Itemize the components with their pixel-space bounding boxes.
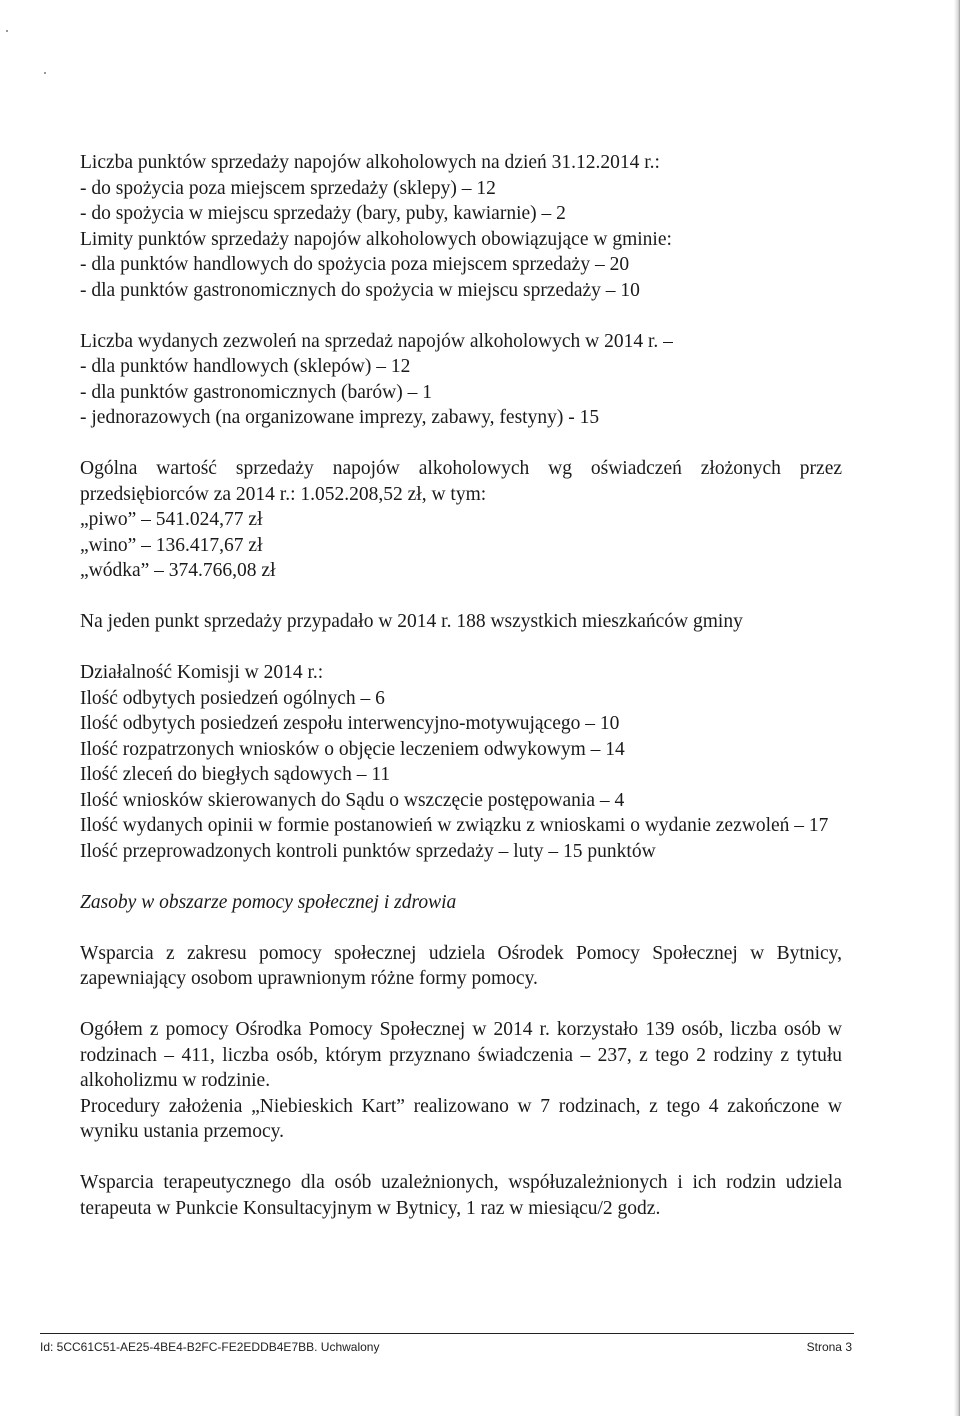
residents-per-point-line: Na jeden punkt sprzedaży przypadało w 2014 r. 188 wszystkich mieszkańców gminy [80, 611, 743, 632]
list-item: - do spożycia poza miejscem sprzedaży (sklepy) – 12 [80, 177, 496, 199]
list-item: Ilość zleceń do biegłych sądowych – 11 [80, 764, 391, 785]
list-item: Ilość wniosków skierowanych do Sądu o wszczęcie postępowania – 4 [80, 789, 625, 811]
permits-section [80, 329, 842, 431]
list-item: - dla punktów gastronomicznych (barów) – 1 [80, 381, 432, 403]
scan-speck [6, 30, 8, 32]
list-item: - dla punktów gastronomicznych do spożycia w miejscu sprzedaży – 10 [80, 279, 640, 301]
list-item: „wódka” – 374.766,08 zł [80, 560, 276, 581]
permits-heading: Liczba wydanych zezwoleń na sprzedaż napojów alkoholowych w 2014 r. – [80, 330, 673, 352]
list-item: - jednorazowych (na organizowane imprezy, zabawy, festyny) - 15 [80, 407, 600, 428]
paragraph-ops-support: Wsparcia z zakresu pomocy społecznej udziela Ośrodek Pomocy Społecznej w Bytnicy, zapewniający osobom uprawnionym różne formy pomocy. [80, 942, 842, 989]
list-item: „piwo” – 541.024,77 zł [80, 509, 263, 530]
list-item: - dla punktów handlowych do spożycia poza miejscem sprzedaży – 20 [80, 254, 630, 275]
paragraph-blue-cards: Procedury założenia „Niebieskich Kart” realizowano w 7 rodzinach, z tego 4 zakończone w wyniku ustania przemocy. [80, 1095, 842, 1142]
sales-value-paragraph: Ogólna wartość sprzedaży napojów alkoholowych wg oświadczeń złożonych przez przedsiębiorców za 2014 r.: 1.052.208,52 zł, w tym: [80, 458, 842, 505]
paragraph-therapy-support: Wsparcia terapeutycznego dla osób uzależnionych, współuzależnionych i ich rodzin udziela terapeuta w Punkcie Konsultacyjnym w Bytnicy, 1 raz w miesiącu/2 godz. [80, 1172, 842, 1219]
list-item: Ilość odbytych posiedzeń ogólnych – 6 [80, 687, 385, 709]
section-heading: Zasoby w obszarze pomocy społecznej i zdrowia [80, 891, 457, 913]
limits-heading: Limity punktów sprzedaży napojów alkoholowych obowiązujące w gminie: [80, 228, 672, 250]
list-item: Ilość odbytych posiedzeń zespołu interwencyjno-motywującego – 10 [80, 713, 620, 734]
residents-per-point-section [80, 609, 842, 635]
footer-divider [40, 1333, 854, 1334]
list-item: Ilość wydanych opinii w formie postanowień w związku z wnioskami o wydanie zezwoleń – 17 [80, 815, 829, 836]
commission-heading: Działalność Komisji w 2014 r.: [80, 662, 324, 683]
scan-page-edge [954, 0, 960, 1416]
list-item: Ilość przeprowadzonych kontroli punktów sprzedaży – luty – 15 punktów [80, 840, 656, 862]
sales-points-section [80, 150, 842, 303]
sales-points-heading: Liczba punktów sprzedaży napojów alkoholowych na dzień 31.12.2014 r.: [80, 152, 660, 173]
page-number: Strona 3 [806, 1340, 852, 1354]
list-item: - dla punktów handlowych (sklepów) – 12 [80, 356, 411, 377]
list-item: „wino” – 136.417,67 zł [80, 534, 263, 556]
list-item: Ilość rozpatrzonych wniosków o objęcie leczeniem odwykowym – 14 [80, 738, 625, 760]
scan-speck [44, 72, 46, 74]
list-item: - do spożycia w miejscu sprzedaży (bary, puby, kawiarnie) – 2 [80, 203, 566, 224]
commission-activity-section [80, 660, 842, 864]
paragraph-ops-statistics: Ogółem z pomocy Ośrodka Pomocy Społecznej w 2014 r. korzystało 139 osób, liczba osób w rodzinach – 411, liczba osób, którym przyznano świadczenia – 237, z tego 2 rodziny z tytułu alkoholizmu w rodzinie. [80, 1019, 842, 1091]
document-body [80, 150, 842, 1221]
document-id: Id: 5CC61C51-AE25-4BE4-B2FC-FE2EDDB4E7BB. Uchwalony [40, 1340, 380, 1354]
sales-value-section [80, 456, 842, 584]
